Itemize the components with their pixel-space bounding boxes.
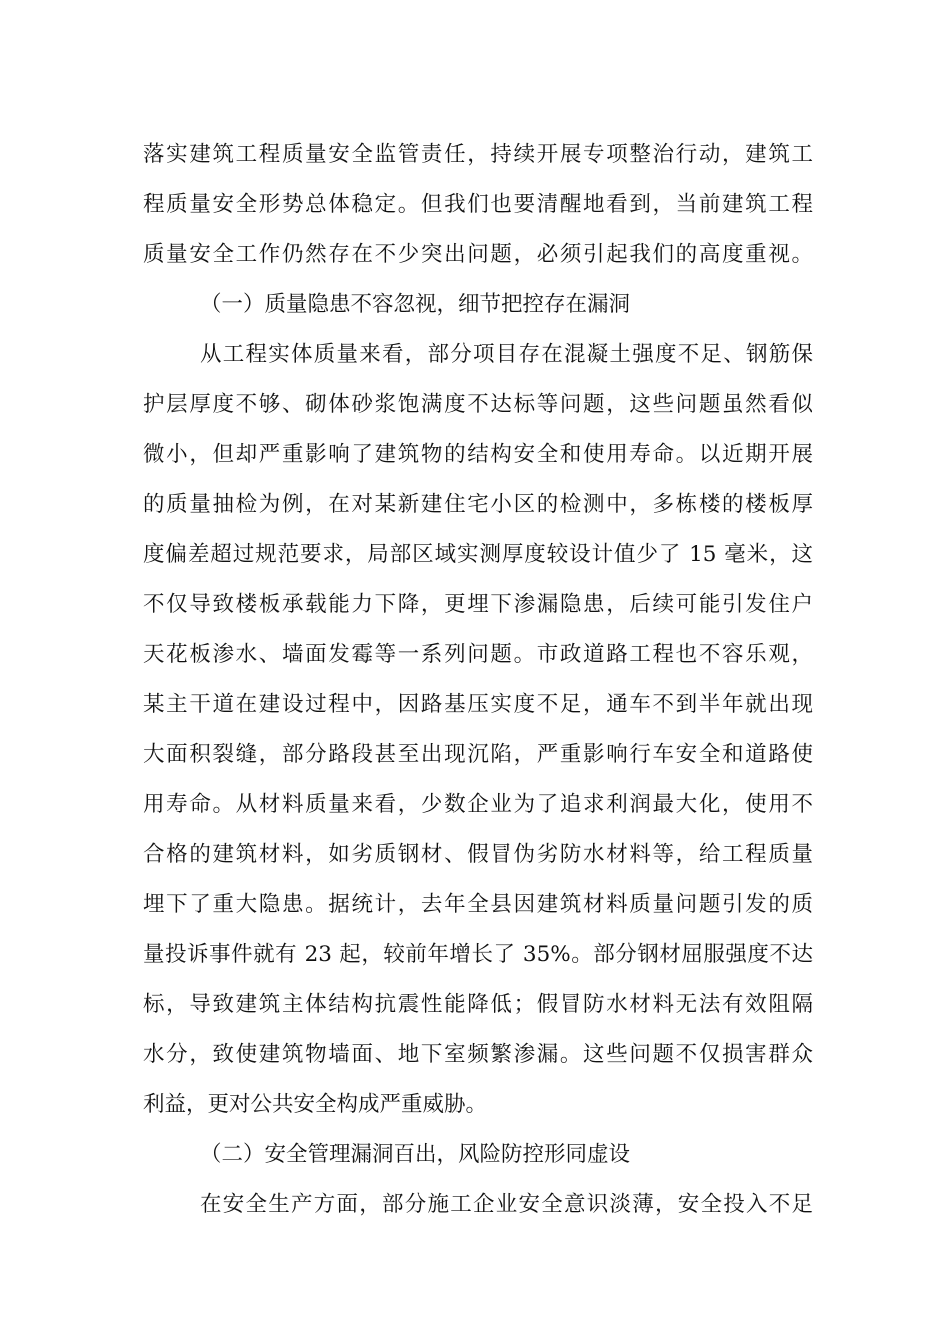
text-line: 某主干道在建设过程中，因路基压实度不足，通车不到半年就出现 [143,692,813,717]
section-heading: （二）安全管理漏洞百出，风险防控形同虚设 [200,1142,631,1167]
text-line: 水分，致使建筑物墙面、地下室频繁渗漏。这些问题不仅损害群众 [143,1042,813,1067]
text-line: 护层厚度不够、砌体砂浆饱满度不达标等问题，这些问题虽然看似 [143,392,813,417]
text-line: 合格的建筑材料，如劣质钢材、假冒伪劣防水材料等，给工程质量 [143,842,813,867]
text-line: 微小，但却严重影响了建筑物的结构安全和使用寿命。以近期开展 [143,442,813,467]
text-line: 的质量抽检为例，在对某新建住宅小区的检测中，多栋楼的楼板厚 [143,492,813,517]
text-line: 利益，更对公共安全构成严重威胁。 [143,1092,488,1117]
text-line: 标，导致建筑主体结构抗震性能降低；假冒防水材料无法有效阻隔 [143,992,813,1017]
text-line: 从工程实体质量来看，部分项目存在混凝土强度不足、钢筋保 [200,342,813,367]
text-line: 度偏差超过规范要求，局部区域实测厚度较设计值少了 15 毫米，这 [143,542,813,567]
text-line: 埋下了重大隐患。据统计，去年全县因建筑材料质量问题引发的质 [143,892,813,917]
text-line: 落实建筑工程质量安全监管责任，持续开展专项整治行动，建筑工 [143,142,813,167]
text-line: 不仅导致楼板承载能力下降，更埋下渗漏隐患，后续可能引发住户 [143,592,813,617]
text-line: 量投诉事件就有 23 起，较前年增长了 35%。部分钢材屈服强度不达 [143,942,813,967]
text-line: 用寿命。从材料质量来看，少数企业为了追求利润最大化，使用不 [143,792,813,817]
text-line: 质量安全工作仍然存在不少突出问题，必须引起我们的高度重视。 [143,242,813,267]
text-line: 天花板渗水、墙面发霉等一系列问题。市政道路工程也不容乐观， [143,642,813,667]
section-heading: （一）质量隐患不容忽视，细节把控存在漏洞 [200,292,631,317]
text-line: 在安全生产方面，部分施工企业安全意识淡薄，安全投入不足 [200,1192,813,1217]
text-line: 大面积裂缝，部分路段甚至出现沉陷，严重影响行车安全和道路使 [143,742,813,767]
text-line: 程质量安全形势总体稳定。但我们也要清醒地看到，当前建筑工程 [143,192,813,217]
